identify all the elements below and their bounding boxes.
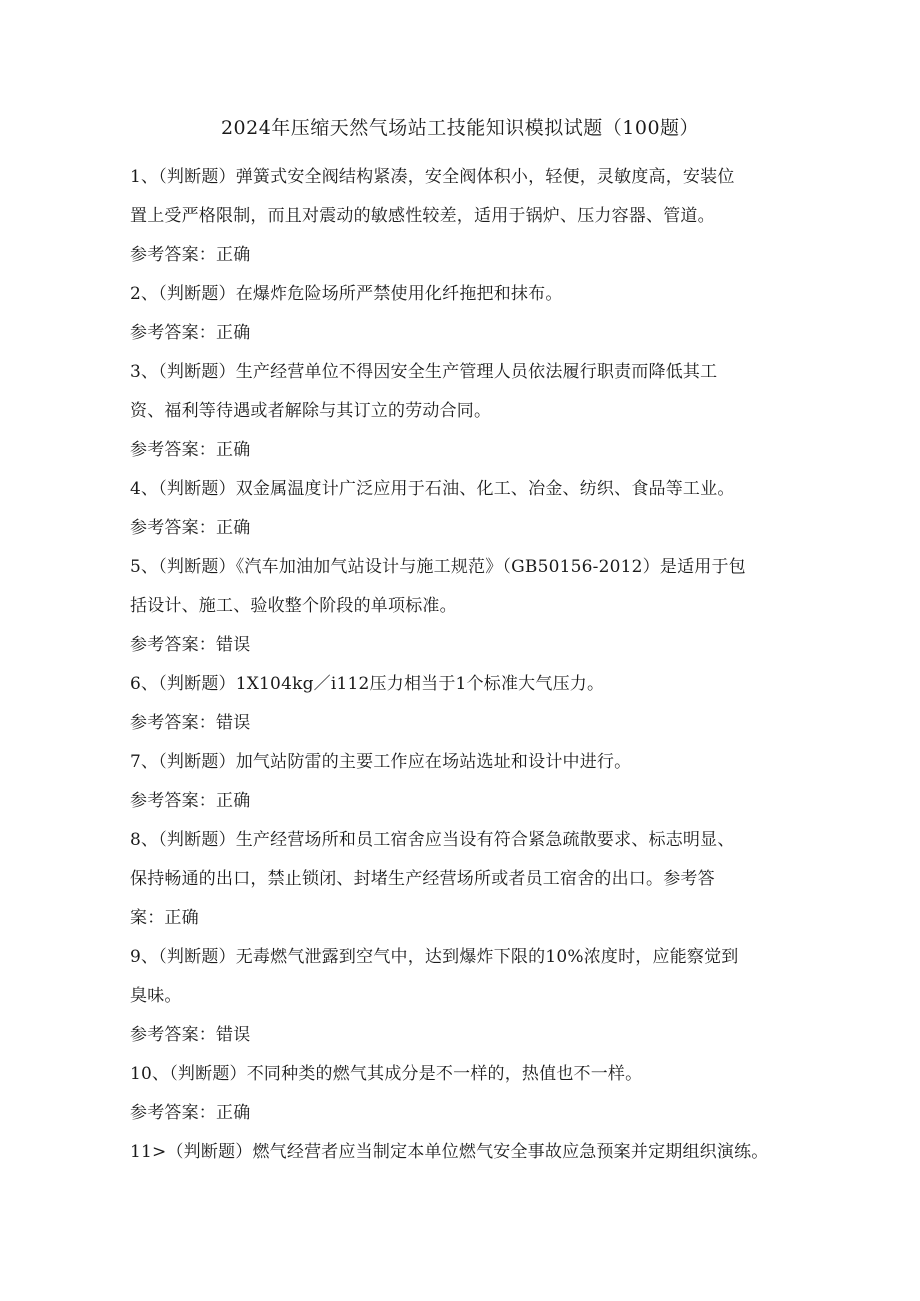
answer-line: 参考答案：正确 [130,440,251,460]
text-line: 6、（判断题）1X104kg／i112压力相当于1个标准大气压力。 [130,674,605,694]
document-title: 2024年压缩天然气场站工技能知识模拟试题（100题） [220,117,700,139]
text-line: 9、（判断题）无毒燃气泄露到空气中，达到爆炸下限的10%浓度时，应能察觉到 [130,947,739,967]
text-line: 臭味。 [130,986,182,1006]
answer-line: 参考答案：正确 [130,1103,251,1123]
text-line: 8、（判断题）生产经营场所和员工宿舍应当设有符合紧急疏散要求、标志明显、 [130,830,735,850]
text-line: 括设计、施工、验收整个阶段的单项标准。 [130,596,457,616]
answer-line: 参考答案：错误 [130,1025,251,1045]
answer-line: 参考答案：正确 [130,518,251,538]
text-line: 5、（判断题）《汽车加油加气站设计与施工规范》（GB50156-2012）是适用于包 [130,557,746,577]
text-line: 置上受严格限制，而且对震动的敏感性较差，适用于锅炉、压力容器、管道。 [130,206,715,226]
answer-line: 参考答案：错误 [130,635,251,655]
answer-line: 参考答案：正确 [130,323,251,343]
answer-line: 案：正确 [130,908,199,928]
answer-line: 参考答案：错误 [130,713,251,733]
text-line: 资、福利等待遇或者解除与其订立的劳动合同。 [130,401,492,421]
text-line: 4、（判断题）双金属温度计广泛应用于石油、化工、冶金、纺织、食品等工业。 [130,479,735,499]
answer-line: 参考答案：正确 [130,791,251,811]
document-body [130,158,805,1172]
text-line: 保持畅通的出口，禁止锁闭、封堵生产经营场所或者员工宿舍的出口。参考答 [130,869,715,889]
text-line: 7、（判断题）加气站防雷的主要工作应在场站选址和设计中进行。 [130,752,632,772]
text-line: 2、（判断题）在爆炸危险场所严禁使用化纤拖把和抹布。 [130,284,563,304]
answer-line: 参考答案：正确 [130,245,251,265]
text-line: 11>（判断题）燃气经营者应当制定本单位燃气安全事故应急预案并定期组织演练。 [130,1142,769,1162]
text-line: 1、（判断题）弹簧式安全阀结构紧凑，安全阀体积小，轻便，灵敏度高，安装位 [130,167,735,187]
text-line: 3、（判断题）生产经营单位不得因安全生产管理人员依法履行职责而降低其工 [130,362,718,382]
text-line: 10、（判断题）不同种类的燃气其成分是不一样的，热值也不一样。 [130,1064,643,1084]
